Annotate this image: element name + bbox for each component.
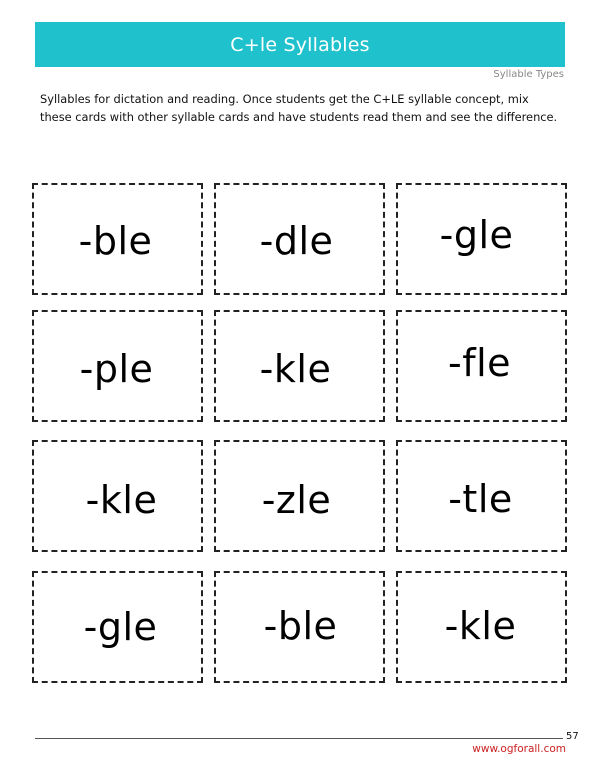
syllable-card	[396, 310, 567, 422]
syllable-card	[32, 571, 203, 683]
footer-divider	[35, 738, 563, 739]
syllable-card	[396, 571, 567, 683]
card-text: -fle	[447, 341, 512, 385]
syllable-card	[214, 571, 385, 683]
syllable-card	[32, 310, 203, 422]
card-text: -gle	[439, 213, 514, 257]
card-text: -kle	[85, 478, 158, 522]
syllable-card	[214, 310, 385, 422]
section-label: Syllable Types	[493, 69, 564, 80]
card-text: -dle	[259, 219, 334, 263]
syllable-card	[214, 183, 385, 295]
card-text: -ble	[263, 604, 338, 648]
footer-url-link[interactable]: www.ogforall.com	[472, 743, 566, 755]
card-text: -ble	[78, 219, 153, 263]
card-text: -zle	[261, 478, 332, 522]
syllable-card	[32, 183, 203, 295]
page-number: 57	[566, 731, 579, 742]
syllable-card	[32, 440, 203, 552]
syllable-card	[396, 440, 567, 552]
card-text: -gle	[83, 605, 158, 649]
intro-text: Syllables for dictation and reading. Once students get the C+LE syllable concept, mix these cards with other syllable cards and have students read them and see the difference.	[40, 92, 558, 124]
page-title: C+le Syllables	[230, 33, 370, 56]
syllable-card	[214, 440, 385, 552]
syllable-card	[396, 183, 567, 295]
card-text: -kle	[259, 347, 332, 391]
card-text: -ple	[79, 347, 154, 391]
card-text: -kle	[444, 604, 517, 648]
card-text: -tle	[448, 477, 513, 521]
